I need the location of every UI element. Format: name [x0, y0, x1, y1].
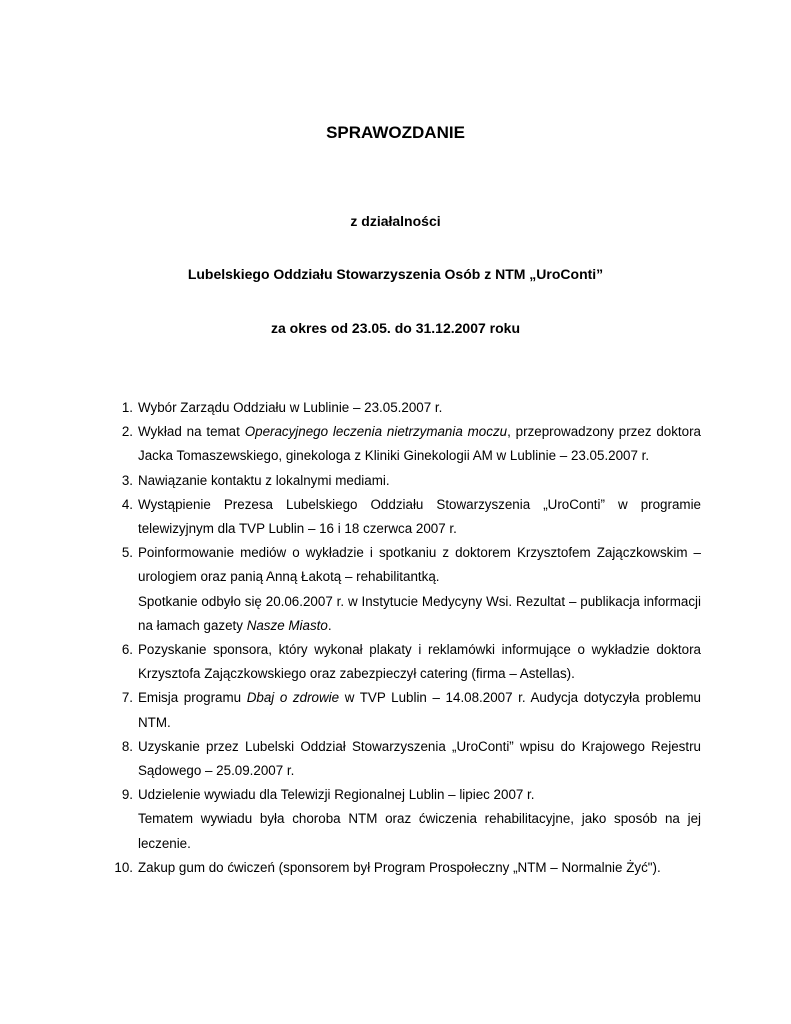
list-item-paragraph-start: Spotkanie odbyło się 20.06.2007 r. w Instytucie Medycyny Wsi. Rezultat – publikacja informacji na łamach gazety	[138, 593, 701, 633]
list-item-text-end: w TVP Lublin – 14.08.2007 r. Audycja dotyczyła problemu NTM.	[138, 690, 701, 730]
list-item-text	[138, 690, 701, 729]
list-item-text-start: Wykład na temat	[138, 424, 245, 440]
program-name: Dbaj o zdrowie	[246, 690, 340, 706]
newspaper-name: Nasze Miasto	[246, 617, 328, 633]
list-item	[111, 735, 701, 783]
list-item-number: 8.	[121, 738, 133, 754]
list-item-text-end: , przeprowadzony przez doktora Jacka Tomaszewskiego, ginekologa z Kliniki Ginekologii AM w Lublinie – 23.05.2007 r.	[138, 424, 702, 464]
list-item-text: Uzyskanie przez Lubelski Oddział Stowarzyszenia „UroConti” wpisu do Krajowego Rejestru Sądowego – 25.09.2007 r.	[138, 738, 701, 779]
list-item-text: Nawiązanie kontaktu z lokalnymi mediami.	[138, 472, 390, 488]
document-subtitle-activity: z działalności	[350, 213, 441, 229]
list-item-paragraph	[138, 590, 701, 638]
activity-list	[111, 396, 701, 880]
list-item	[111, 469, 701, 493]
lecture-topic: Operacyjnego leczenia nietrzymania moczu	[244, 424, 508, 440]
list-item-number: 6.	[121, 642, 133, 658]
list-item-number: 4.	[121, 496, 133, 512]
list-item	[111, 493, 701, 541]
list-item-number: 2.	[121, 424, 133, 440]
list-item-number: 9.	[121, 787, 133, 803]
list-item-text	[138, 424, 701, 463]
list-item-number: 1.	[121, 400, 133, 415]
list-item-text: Udzielenie wywiadu dla Telewizji Regionalnej Lublin – lipiec 2007 r.	[138, 787, 535, 803]
list-item	[111, 638, 701, 686]
list-item-number: 7.	[121, 690, 133, 706]
list-item-text: Wystąpienie Prezesa Lubelskiego Oddziału Stowarzyszenia „UroConti” w programie telewizyjnym dla TVP Lublin – 16 i 18 czerwca 2007 r.	[138, 496, 701, 537]
list-item-number: 5.	[121, 545, 133, 561]
list-item-text-start: Emisja programu	[138, 690, 247, 706]
list-item	[111, 783, 701, 856]
list-item-number: 10.	[114, 859, 133, 875]
document-title: SPRAWOZDANIE	[326, 123, 465, 142]
document-subtitle-organization: Lubelskiego Oddziału Stowarzyszenia Osób z NTM „UroConti”	[187, 266, 604, 282]
list-item-text: Zakup gum do ćwiczeń (sponsorem był Program Prospołeczny „NTM – Normalnie Żyć").	[138, 859, 661, 875]
list-item	[111, 396, 701, 420]
list-item	[111, 856, 701, 880]
list-item	[111, 686, 701, 734]
list-item	[111, 420, 701, 468]
list-item-number: 3.	[121, 472, 133, 488]
list-item-text: Poinformowanie mediów o wykładzie i spotkaniu z doktorem Krzysztofem Zajączkowskim – urologiem oraz panią Anną Łakotą – rehabilitantką.	[138, 545, 701, 585]
list-item	[111, 541, 701, 638]
document-subtitle-period: za okres od 23.05. do 31.12.2007 roku	[270, 320, 521, 336]
list-item-text: Pozyskanie sponsora, który wykonał plakaty i reklamówki informujące o wykładzie doktora Krzysztofa Zajączkowskiego oraz zabezpieczył catering (firma – Astellas).	[138, 642, 701, 682]
list-item-paragraph: Tematem wywiadu była choroba NTM oraz ćwiczenia rehabilitacyjne, jako sposób na jej leczenie.	[138, 811, 701, 851]
list-item-text: Wybór Zarządu Oddziału w Lublinie – 23.05.2007 r.	[138, 400, 443, 415]
list-item-paragraph-end: .	[327, 617, 332, 633]
